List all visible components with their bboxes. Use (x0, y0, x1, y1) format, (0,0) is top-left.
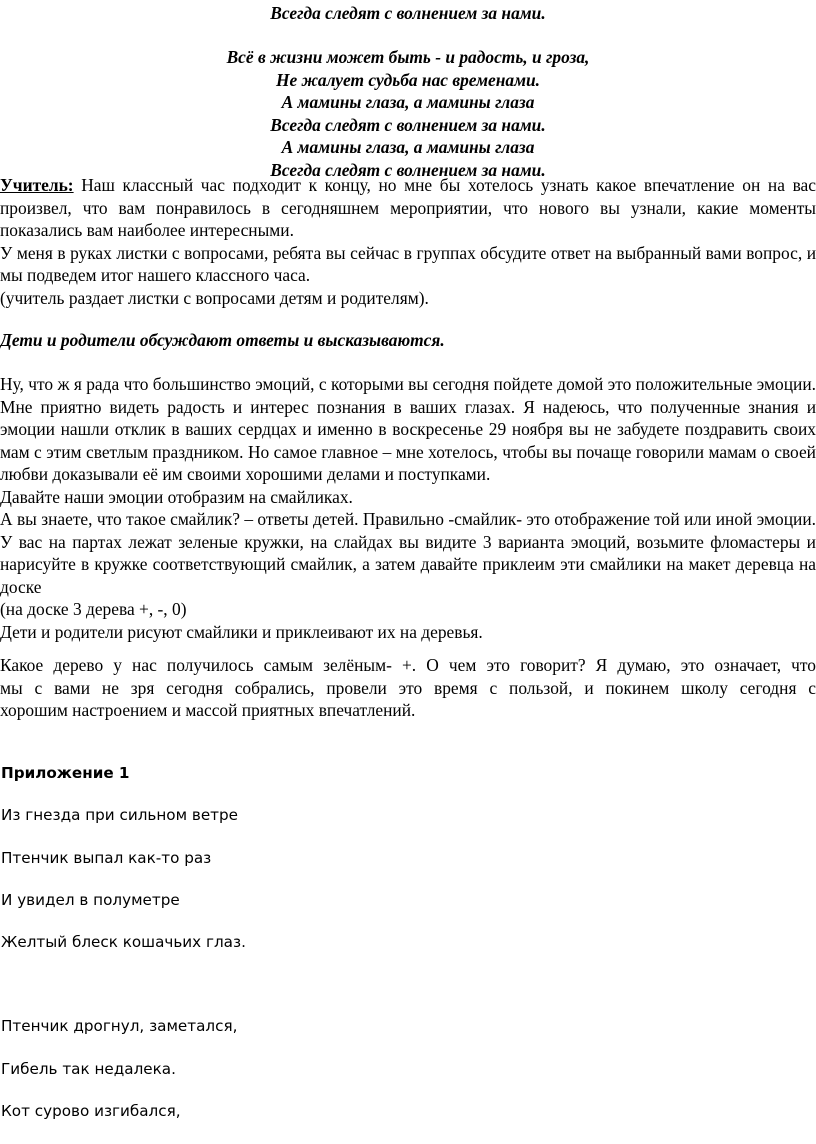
poem-line: Всё в жизни может быть - и радость, и гроза, (226, 47, 590, 67)
teacher-paragraph: У меня в руках листки с вопросами, ребята вы сейчас в группах обсудите ответ на выбранный вами вопрос, и мы подведем итог нашего классного часа. (0, 242, 816, 285)
poem-stanza (0, 46, 816, 181)
final-section (0, 654, 816, 722)
poem-line: Не жалует судьба нас временами. (275, 69, 541, 90)
closing-paragraph: Ну, что ж я рада что большинство эмоций, с которыми вы сегодня пойдете домой это положительные эмоции. Мне приятно видеть радость и интерес познания в ваших глазах. Я надеюсь, что полученные знания и эмоции нашли отклик в ваших сердцах и именно в воскресенье 29 ноября вы не забудете поздравить своих мам с этим светлым праздником. Но самое главное – мне хотелось, чтобы вы почаще говорили мамам о своей любви доказывали её им своими хорошими делами и поступками. (0, 374, 816, 484)
poem-line: Всегда следят с волнением за нами. (270, 114, 546, 135)
teacher-paragraph (0, 174, 816, 242)
teacher-speech: Наш классный час подходит к концу, но мне бы хотелось узнать какое впечатление он на вас произвел, что вам понравилось в сегодняшнем мероприятии, что нового вы узнали, какие моменты показались вам наиболее интересными. (0, 175, 816, 240)
appendix-line: Птенчик дрогнул, заметался, (1, 1017, 238, 1035)
closing-paragraph: Дети и родители рисуют смайлики и приклеивают их на деревья. (0, 621, 483, 642)
poem-first-line: Всегда следят с волнением за нами. (270, 3, 546, 23)
final-line: Какое дерево у нас получилось самым зелёным- +. О чем это говорит? Я думаю, это означает, что (0, 655, 816, 675)
appendix-line: Гибель так недалека. (1, 1060, 176, 1078)
teacher-label: Учитель: (0, 175, 74, 195)
poem-line: Всегда следят с волнением за нами. (270, 159, 546, 180)
appendix-title: Приложение 1 (1, 764, 130, 782)
appendix-line: И увидел в полуметре (1, 891, 180, 909)
closing-paragraph: (на доске 3 дерева +, -, 0) (0, 599, 187, 619)
poem-line: А мамины глаза, а мамины глаза (281, 92, 535, 112)
closing-section (0, 373, 816, 643)
appendix-line: Из гнезда при сильном ветре (1, 806, 239, 824)
appendix-line: Желтый блеск кошачьих глаз. (1, 933, 246, 951)
final-line: хорошим настроением и массой приятных впечатлений. (0, 700, 416, 720)
closing-paragraph: А вы знаете, что такое смайлик? – ответы детей. Правильно -смайлик- это отображение той или иной эмоции. У вас на партах лежат зеленые кружки, на слайдах вы видите 3 варианта эмоций, возьмите фломастеры и нарисуйте в кружке соответствующий смайлик, а затем давайте приклеим эти смайлики на макет деревца на доске (0, 509, 816, 597)
poem-line: А мамины глаза, а мамины глаза (281, 137, 535, 157)
appendix-line: Птенчик выпал как-то раз (1, 849, 212, 867)
stage-note: (учитель раздает листки с вопросами детям и родителям). (0, 287, 429, 308)
discussion-heading: Дети и родители обсуждают ответы и высказываются. (0, 330, 445, 350)
final-line: мы с вами не зря сегодня собрались, провели это время с пользой, и покинем школу сегодня с (0, 677, 816, 698)
appendix-line: Кот сурово изгибался, (1, 1102, 181, 1120)
teacher-section (0, 174, 816, 309)
closing-paragraph: Давайте наши эмоции отобразим на смайликах. (0, 486, 353, 507)
